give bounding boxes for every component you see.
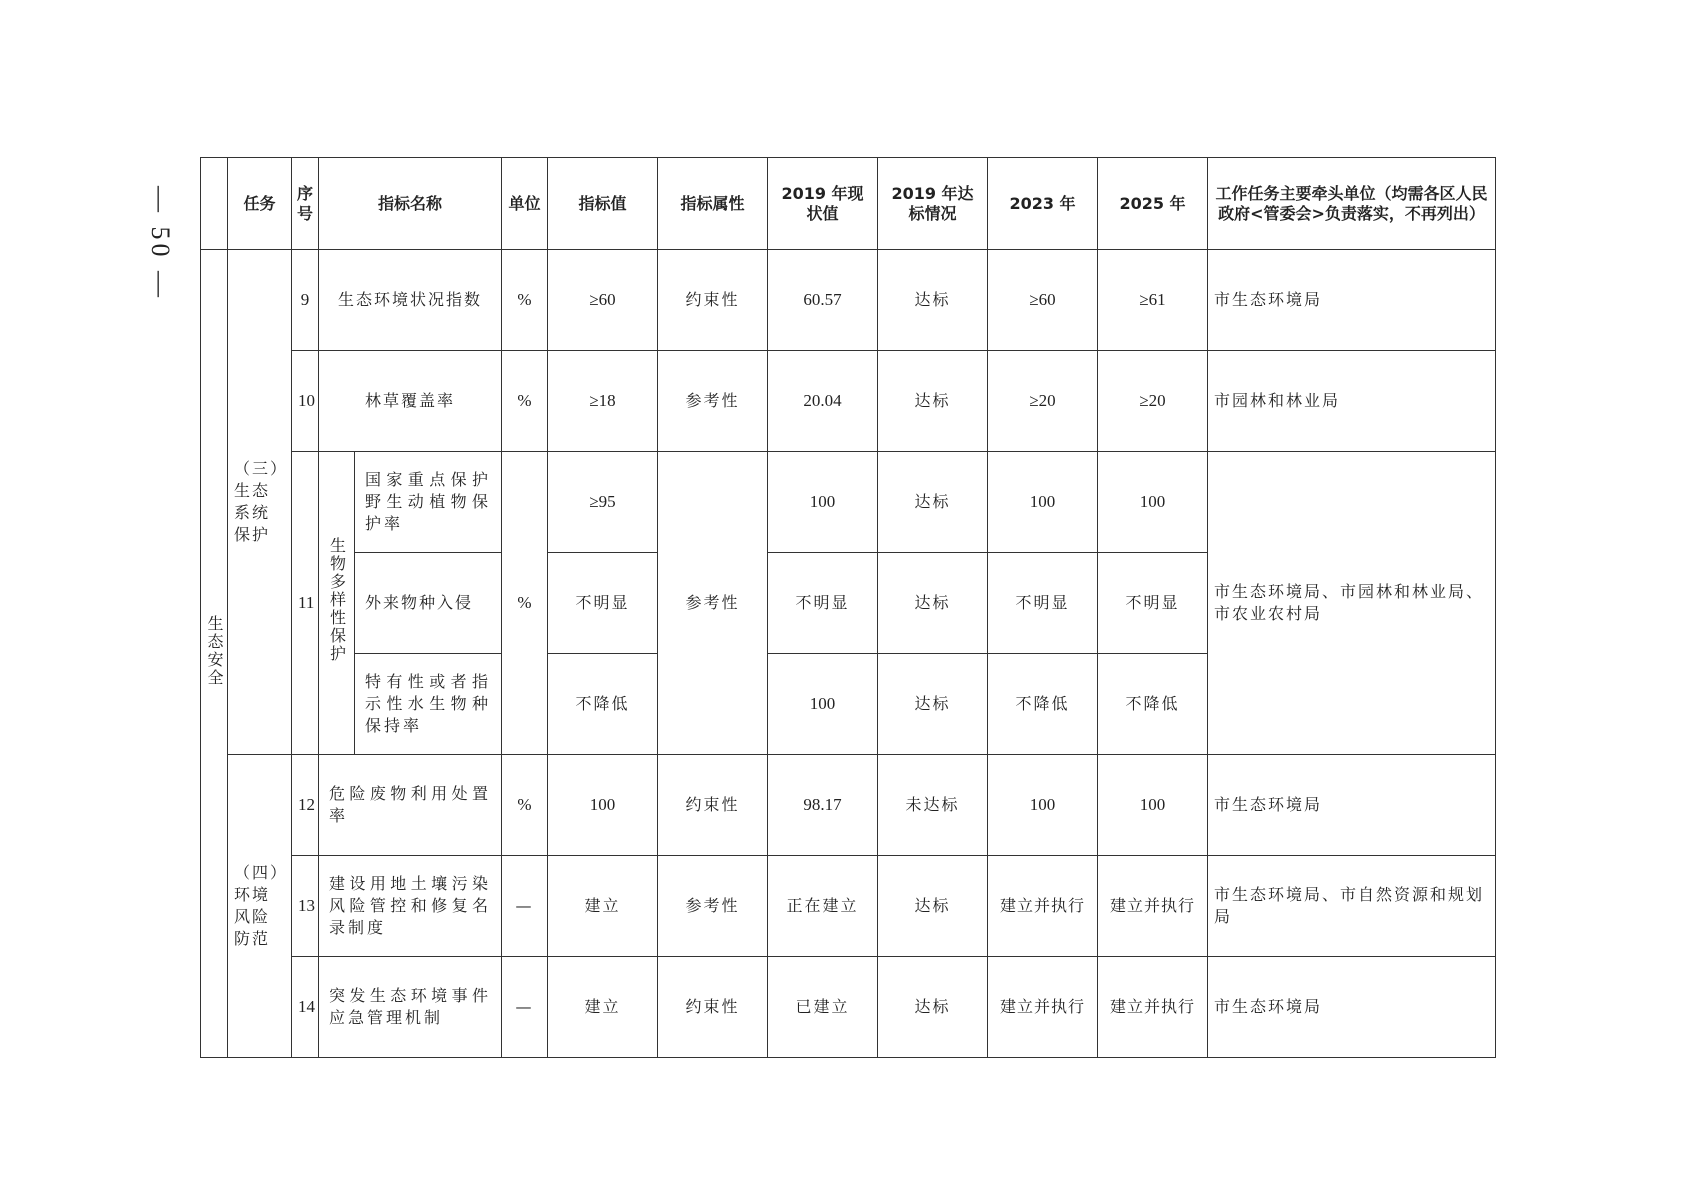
header-2025: 2025 年 (1098, 158, 1208, 250)
y2023-cell: ≥60 (988, 250, 1098, 351)
name-cell: 国家重点保护野生动植物保护率 (355, 452, 502, 553)
y2023-cell: ≥20 (988, 351, 1098, 452)
seq-cell: 11 (292, 452, 319, 755)
header-name: 指标名称 (319, 158, 502, 250)
header-value: 指标值 (548, 158, 658, 250)
seq-cell: 14 (292, 957, 319, 1058)
header-category-blank (201, 158, 228, 250)
value-cell: 不降低 (548, 654, 658, 755)
task-cell: （三）生态系统保护 (228, 250, 292, 755)
name-cell: 突发生态环境事件应急管理机制 (319, 957, 502, 1058)
attr-cell: 约束性 (658, 957, 768, 1058)
reach-2019-cell: 未达标 (878, 755, 988, 856)
reach-2019-cell: 达标 (878, 553, 988, 654)
y2023-cell: 不明显 (988, 553, 1098, 654)
value-cell: 100 (548, 755, 658, 856)
status-2019-cell: 已建立 (768, 957, 878, 1058)
value-cell: 不明显 (548, 553, 658, 654)
subgroup-cell (319, 452, 355, 755)
lead-cell: 市生态环境局、市园林和林业局、市农业农村局 (1208, 452, 1496, 755)
name-cell: 生态环境状况指数 (319, 250, 502, 351)
status-2019-cell: 20.04 (768, 351, 878, 452)
reach-2019-cell: 达标 (878, 452, 988, 553)
y2025-cell: 建立并执行 (1098, 957, 1208, 1058)
y2023-cell: 建立并执行 (988, 957, 1098, 1058)
header-2023: 2023 年 (988, 158, 1098, 250)
unit-cell: % (502, 351, 548, 452)
table-row (201, 452, 1496, 553)
table-header-row (201, 158, 1496, 250)
y2023-cell: 建立并执行 (988, 856, 1098, 957)
lead-cell: 市生态环境局 (1208, 755, 1496, 856)
value-cell: ≥60 (548, 250, 658, 351)
y2025-cell: 不降低 (1098, 654, 1208, 755)
reach-2019-cell: 达标 (878, 856, 988, 957)
name-cell: 林草覆盖率 (319, 351, 502, 452)
y2025-cell: ≥61 (1098, 250, 1208, 351)
seq-cell: 12 (292, 755, 319, 856)
unit-cell: — (502, 856, 548, 957)
value-cell: ≥18 (548, 351, 658, 452)
table-row (201, 856, 1496, 957)
status-2019-cell: 98.17 (768, 755, 878, 856)
value-cell: ≥95 (548, 452, 658, 553)
header-unit: 单位 (502, 158, 548, 250)
value-cell: 建立 (548, 856, 658, 957)
seq-cell: 10 (292, 351, 319, 452)
reach-2019-cell: 达标 (878, 250, 988, 351)
name-cell: 危险废物利用处置率 (319, 755, 502, 856)
value-cell: 建立 (548, 957, 658, 1058)
category-cell (201, 250, 228, 1058)
lead-cell: 市生态环境局、市自然资源和规划局 (1208, 856, 1496, 957)
y2025-cell: 100 (1098, 452, 1208, 553)
category-label: 生态安全 (205, 614, 224, 687)
unit-cell: % (502, 755, 548, 856)
status-2019-cell: 60.57 (768, 250, 878, 351)
y2025-cell: 不明显 (1098, 553, 1208, 654)
y2023-cell: 100 (988, 755, 1098, 856)
unit-cell: % (502, 452, 548, 755)
table-row (201, 351, 1496, 452)
lead-cell: 市生态环境局 (1208, 957, 1496, 1058)
attr-cell: 参考性 (658, 351, 768, 452)
unit-cell: % (502, 250, 548, 351)
header-reach-2019: 2019 年达标情况 (878, 158, 988, 250)
name-cell: 外来物种入侵 (355, 553, 502, 654)
seq-cell: 9 (292, 250, 319, 351)
header-seq: 序号 (292, 158, 319, 250)
status-2019-cell: 100 (768, 654, 878, 755)
header-status-2019: 2019 年现状值 (768, 158, 878, 250)
table-row (201, 755, 1496, 856)
lead-cell: 市园林和林业局 (1208, 351, 1496, 452)
y2025-cell: 100 (1098, 755, 1208, 856)
header-task: 任务 (228, 158, 292, 250)
status-2019-cell: 不明显 (768, 553, 878, 654)
page-number: — 50 — (146, 185, 175, 301)
attr-cell: 参考性 (658, 856, 768, 957)
seq-cell: 13 (292, 856, 319, 957)
reach-2019-cell: 达标 (878, 957, 988, 1058)
y2025-cell: 建立并执行 (1098, 856, 1208, 957)
indicator-table (200, 157, 1496, 1058)
attr-cell: 约束性 (658, 755, 768, 856)
reach-2019-cell: 达标 (878, 351, 988, 452)
task-cell: （四）环境风险防范 (228, 755, 292, 1058)
name-cell: 建设用地土壤污染风险管控和修复名录制度 (319, 856, 502, 957)
status-2019-cell: 100 (768, 452, 878, 553)
unit-cell: — (502, 957, 548, 1058)
status-2019-cell: 正在建立 (768, 856, 878, 957)
attr-cell: 参考性 (658, 452, 768, 755)
name-cell: 特有性或者指示性水生物种保持率 (355, 654, 502, 755)
header-attr: 指标属性 (658, 158, 768, 250)
y2025-cell: ≥20 (1098, 351, 1208, 452)
reach-2019-cell: 达标 (878, 654, 988, 755)
subgroup-label: 生物多样性保护 (327, 537, 347, 663)
table-row (201, 957, 1496, 1058)
lead-cell: 市生态环境局 (1208, 250, 1496, 351)
y2023-cell: 不降低 (988, 654, 1098, 755)
header-lead: 工作任务主要牵头单位（均需各区人民政府<管委会>负责落实，不再列出） (1208, 158, 1496, 250)
table-row (201, 250, 1496, 351)
attr-cell: 约束性 (658, 250, 768, 351)
y2023-cell: 100 (988, 452, 1098, 553)
